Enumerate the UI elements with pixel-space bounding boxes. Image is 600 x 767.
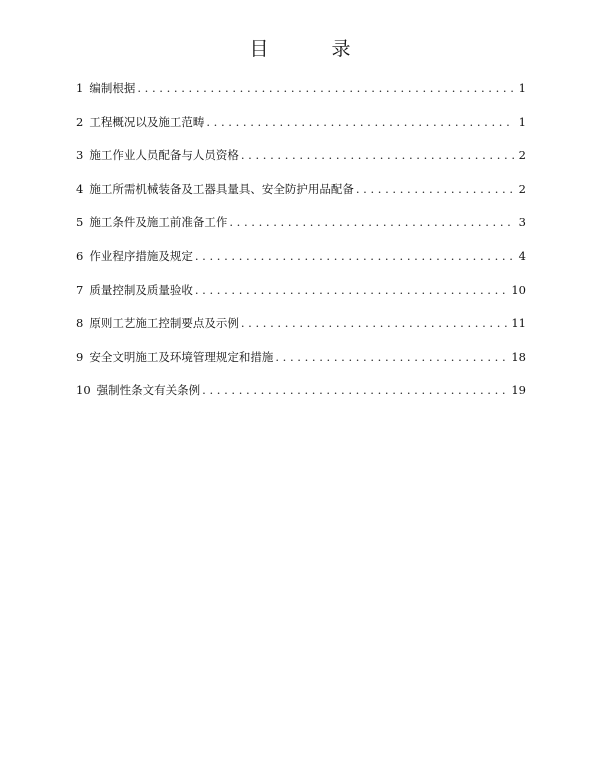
entry-number: 4 [76, 181, 84, 196]
entry-page-number: 2 [518, 181, 526, 196]
entry-number: 10 [76, 383, 91, 398]
toc-title: 目 录 [249, 38, 373, 60]
dot-leader [241, 147, 514, 163]
entry-page-number: 1 [518, 114, 526, 129]
entry-page-number: 2 [518, 148, 526, 163]
dot-leader [241, 315, 508, 331]
entry-number: 9 [76, 349, 84, 364]
entry-title: 原则工艺施工控制要点及示例 [89, 316, 239, 331]
entry-number: 1 [76, 81, 84, 95]
dot-leader [202, 382, 507, 398]
entry-page-number: 18 [511, 349, 526, 364]
dot-leader [195, 282, 508, 298]
entry-title: 强制性条文有关条例 [96, 383, 201, 398]
entry-page-number: 11 [511, 316, 526, 331]
entry-title: 施工条件及施工前准备工作 [89, 215, 228, 230]
dot-leader [137, 80, 514, 96]
toc-entry [76, 214, 526, 248]
toc-entry [76, 248, 526, 282]
entry-page-number: 1 [518, 81, 526, 95]
entry-number: 7 [76, 282, 84, 297]
toc-entry [76, 282, 526, 316]
entry-page-number: 10 [511, 282, 526, 297]
toc-entry [76, 315, 526, 349]
dot-leader [195, 248, 514, 264]
dot-leader [206, 114, 514, 130]
entry-title: 质量控制及质量验收 [89, 282, 193, 297]
entry-title: 施工作业人员配备与人员资格 [89, 148, 239, 163]
toc-entry [76, 382, 526, 416]
toc-entry [76, 181, 526, 215]
entry-number: 3 [76, 148, 84, 163]
entry-title: 编制根据 [89, 81, 136, 95]
toc-entry [76, 80, 526, 114]
entry-page-number: 19 [511, 383, 526, 398]
entry-title: 作业程序措施及规定 [89, 248, 193, 263]
entry-page-number: 4 [518, 248, 526, 263]
entry-number: 8 [76, 316, 84, 331]
toc-entry [76, 349, 526, 383]
toc-list [76, 80, 526, 416]
entry-title: 安全文明施工及环境管理规定和措施 [89, 349, 274, 364]
toc-entry [76, 114, 526, 148]
dot-leader [356, 181, 514, 197]
entry-title: 施工所需机械装备及工器具量具、安全防护用品配备 [89, 181, 354, 196]
entry-number: 2 [76, 114, 84, 129]
dot-leader [275, 349, 507, 365]
entry-page-number: 3 [518, 215, 526, 230]
entry-number: 6 [76, 248, 84, 263]
entry-title: 工程概况以及施工范畴 [89, 114, 205, 129]
dot-leader [229, 214, 514, 230]
entry-number: 5 [76, 215, 84, 230]
toc-entry [76, 147, 526, 181]
